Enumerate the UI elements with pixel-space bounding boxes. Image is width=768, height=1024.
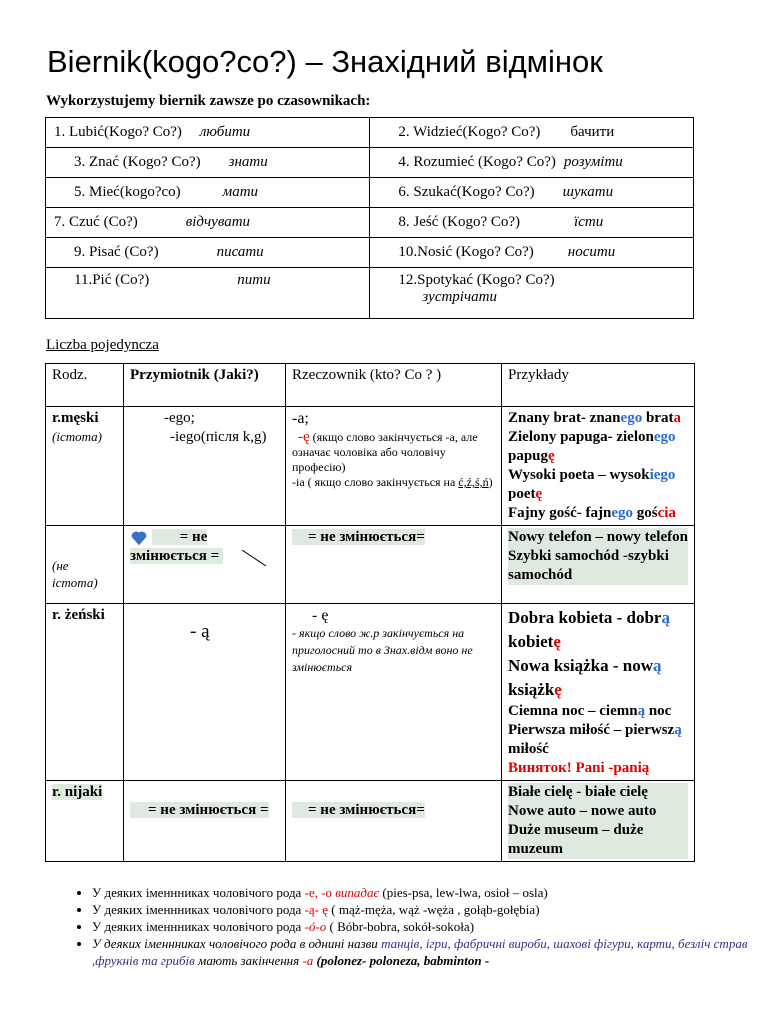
verb-cell bbox=[46, 148, 370, 178]
example: Pierwsza miłość – pierwszą miłość bbox=[508, 722, 682, 757]
noun-cell bbox=[286, 604, 502, 781]
example: Ciemna noc – ciemną noc bbox=[508, 703, 672, 719]
rule-text: -ia ( якщо слово закінчується на bbox=[292, 475, 456, 489]
noun-cell bbox=[286, 526, 502, 604]
adjective-cell bbox=[124, 604, 286, 781]
rule-letters: ć,ź,ś,ń bbox=[458, 475, 489, 489]
example: Nowy telefon – nowy telefon bbox=[508, 529, 688, 545]
verb-ua: бачити bbox=[570, 124, 615, 140]
examples-cell bbox=[502, 407, 695, 526]
examples-cell bbox=[502, 526, 695, 604]
verb-ua: зустрічати bbox=[422, 289, 497, 305]
verb-ua: розуміти bbox=[563, 154, 623, 170]
section-heading: Liczba pojedyncza bbox=[46, 337, 159, 353]
verb-pl: 7. Czuć (Co?) bbox=[54, 214, 138, 230]
verb-cell bbox=[370, 268, 694, 319]
verb-pl: 9. Pisać (Co?) bbox=[74, 244, 159, 260]
verb-cell bbox=[370, 238, 694, 268]
verb-ua: шукати bbox=[562, 184, 614, 200]
gender-cell bbox=[46, 407, 124, 526]
verb-ua: писати bbox=[216, 244, 264, 260]
example: Nowa książka - nową książkę bbox=[508, 656, 662, 699]
table-row bbox=[46, 526, 695, 604]
verb-pl: 1. Lubić(Kogo? Co?) bbox=[54, 124, 182, 140]
verb-ua: їсти bbox=[574, 214, 604, 230]
noun-cell bbox=[286, 781, 502, 862]
suffix: -ę bbox=[298, 429, 310, 445]
table-row bbox=[46, 118, 694, 148]
verb-pl: 11.Pić (Co?) bbox=[74, 272, 150, 288]
verb-cell bbox=[46, 268, 370, 319]
verb-cell bbox=[46, 118, 370, 148]
table-row bbox=[46, 238, 694, 268]
table-row bbox=[46, 604, 695, 781]
noun-nochange: = не змінюється= bbox=[292, 783, 495, 820]
header-examples: Przykłady bbox=[502, 364, 695, 407]
verb-cell bbox=[46, 208, 370, 238]
diagonal-line bbox=[242, 550, 266, 568]
gender-cell bbox=[46, 604, 124, 781]
verb-pl: 8. Jeść (Kogo? Co?) bbox=[398, 214, 521, 230]
verb-ua: мати bbox=[222, 184, 259, 200]
header-gender: Rodz. bbox=[46, 364, 124, 407]
table-row bbox=[46, 148, 694, 178]
verb-pl: 6. Szukać(Kogo? Co?) bbox=[398, 184, 535, 200]
noun-rule bbox=[292, 475, 495, 490]
verb-ua: носити bbox=[567, 244, 616, 260]
adj-nochange: = не змінюється = bbox=[130, 528, 279, 566]
verb-pl: 2. Widzieć(Kogo? Co?) bbox=[398, 124, 541, 140]
example: Wysoki poeta – wysokiego poetę bbox=[508, 467, 676, 502]
example: Duże museum – duże muzeum bbox=[508, 821, 688, 859]
list-item: • У деяких іменнниках чоловічого рода -е, -о випадає (pies-psa, lew-lwa, osioł – osla) bbox=[92, 884, 750, 901]
table-row bbox=[46, 178, 694, 208]
table-row bbox=[46, 268, 694, 319]
verb-ua: відчувати bbox=[185, 214, 251, 230]
gender-sub: (не істота) bbox=[52, 558, 98, 590]
header-noun: Rzeczownik (kto? Co ? ) bbox=[286, 364, 502, 407]
example: Dobra kobieta - dobrą kobietę bbox=[508, 608, 670, 651]
adj-nochange: = не змінюється = bbox=[130, 783, 279, 820]
adj-ending: -iego(після k,g) bbox=[170, 429, 267, 445]
verb-ua: знати bbox=[228, 154, 268, 170]
verb-pl: 10.Nosić (Kogo? Co?) bbox=[398, 244, 534, 260]
notes-list bbox=[70, 884, 750, 969]
gender-cell bbox=[46, 526, 124, 604]
verb-cell bbox=[370, 148, 694, 178]
example: Zielony papuga- zielonego papugę bbox=[508, 429, 676, 464]
verb-ua: пити bbox=[237, 272, 271, 288]
list-item: • У деяких іменнниках чоловічого рода в однині назви танців, ігри, фабричні вироби, шахові фігури, карти, безліч страв ,фрукнів та грибів мають закінчення -a (polonez- poloneza, babminton - bbox=[92, 935, 750, 969]
verb-pl: 12.Spotykać (Kogo? Co?) bbox=[398, 272, 555, 288]
gender-label: r. żeński bbox=[52, 607, 105, 623]
list-item: • У деяких іменнниках чоловічого рода -ó-o ( Bóbr-bobra, sokół-sokoła) bbox=[92, 918, 750, 935]
verbs-table bbox=[45, 117, 694, 319]
example: Fajny gość- fajnego gościa bbox=[508, 505, 676, 521]
verb-cell bbox=[370, 178, 694, 208]
verb-pl: 5. Mieć(kogo?co) bbox=[74, 184, 181, 200]
table-header-row bbox=[46, 364, 695, 407]
noun-rule: - якщо слово ж.р закінчується на приголосний то в Знах.відм воно не змінюється bbox=[292, 626, 473, 674]
heart-icon bbox=[130, 529, 148, 547]
verb-cell bbox=[370, 118, 694, 148]
list-item: • У деяких іменнниках чоловічого рода -ą- ę ( mąż-męża, wąż -węża , gołąb-gołębia) bbox=[92, 901, 750, 918]
examples-cell bbox=[502, 781, 695, 862]
example: Białe cielę - białe cielę bbox=[508, 783, 688, 802]
verb-ua: любити bbox=[199, 124, 251, 140]
table-row bbox=[46, 208, 694, 238]
adjective-cell bbox=[124, 781, 286, 862]
rule-end: ) bbox=[488, 475, 493, 489]
verb-cell bbox=[46, 238, 370, 268]
adjective-cell bbox=[124, 407, 286, 526]
adj-ending: - ą bbox=[190, 621, 210, 642]
adj-ending: -ego; bbox=[164, 410, 195, 426]
rule-text: (якщо слово закінчується -а, але означає чоловіка або чоловічу професію) bbox=[292, 430, 478, 474]
noun-rule bbox=[292, 428, 495, 475]
gender-label: r. nijaki bbox=[52, 784, 103, 800]
adjective-cell bbox=[124, 526, 286, 604]
gender-cell bbox=[46, 781, 124, 862]
noun-ending: - ę bbox=[312, 607, 329, 624]
gender-label: r.męski bbox=[52, 410, 99, 426]
header-adjective: Przymiotnik (Jaki?) bbox=[124, 364, 286, 407]
verb-cell bbox=[46, 178, 370, 208]
table-row bbox=[46, 407, 695, 526]
noun-cell bbox=[286, 407, 502, 526]
noun-ending: -a; bbox=[292, 410, 309, 427]
example: Znany brat- znanego brata bbox=[508, 410, 681, 426]
subtitle: Wykorzystujemy biernik zawsze po czasownikach: bbox=[46, 93, 371, 109]
gender-sub: (істота) bbox=[52, 429, 102, 444]
page-title: Biernik(kogo?co?) – Знахідний відмінок bbox=[47, 44, 603, 79]
verb-pl: 4. Rozumieć (Kogo? Co?) bbox=[398, 154, 556, 170]
example: Nowe auto – nowe auto bbox=[508, 802, 688, 821]
table-row bbox=[46, 781, 695, 862]
example: Szybki samochód -szybki samochód bbox=[508, 547, 688, 585]
noun-nochange: = не змінюється= bbox=[292, 529, 425, 545]
declension-table bbox=[45, 363, 695, 862]
verb-pl: 3. Znać (Kogo? Co?) bbox=[74, 154, 201, 170]
exception: Виняток! Pani -panią bbox=[508, 760, 650, 776]
examples-cell bbox=[502, 604, 695, 781]
verb-cell bbox=[370, 208, 694, 238]
